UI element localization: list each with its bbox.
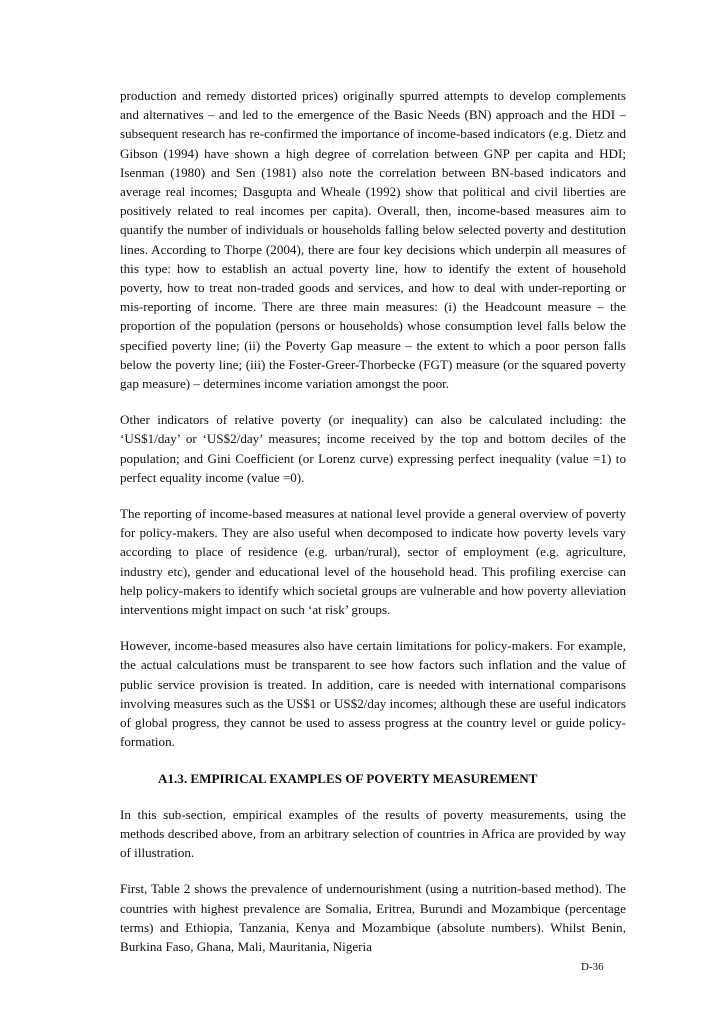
paragraph-reporting: The reporting of income-based measures at national level provide a general overview of poverty for policy-makers. They are also useful when decomposed to indicate how poverty levels vary according to place of residence (e.g. urban/rural), sector of employment (e.g. agriculture, industry etc), gender and educational level of the household head. This profiling exercise can help policy-makers to identify which societal groups are vulnerable and how poverty alleviation interventions might impact on such ‘at risk’ groups.	[120, 506, 626, 618]
paragraph-limitations: However, income-based measures also have certain limitations for policy-makers. For example, the actual calculations must be transparent to see how factors such inflation and the value of public service provision is treated. In addition, care is needed with international comparisons involving measures such as the US$1 or US$2/day incomes; although these are useful indicators of global progress, they cannot be used to assess progress at the country level or guide policy-formation.	[120, 638, 626, 750]
page-body	[120, 86, 626, 956]
paragraph-subsection-intro: In this sub-section, empirical examples of the results of poverty measurements, using the methods described above, from an arbitrary selection of countries in Africa are provided by way of illustration.	[120, 806, 626, 861]
paragraph-relative-poverty: Other indicators of relative poverty (or inequality) can also be calculated including: the ‘US$1/day’ or ‘US$2/day’ measures; income received by the top and bottom deciles of the population; and Gini Coefficient (or Lorenz curve) expressing perfect inequality (value =1) to perfect equality income (value =0).	[120, 412, 626, 485]
page-number: D-36	[581, 961, 604, 973]
paragraph-table-2: First, Table 2 shows the prevalence of undernourishment (using a nutrition-based method). The countries with highest prevalence are Somalia, Eritrea, Burundi and Mozambique (percentage terms) and Ethiopia, Tanzania, Kenya and Mozambique (absolute numbers). Whilst Benin, Burkina Faso, Ghana, Mali, Mauritania, Nigeria	[120, 881, 626, 954]
paragraph-income-measures: production and remedy distorted prices) originally spurred attempts to develop complements and alternatives – and led to the emergence of the Basic Needs (BN) approach and the HDI – subsequent research has re-confirmed the importance of income-based indicators (e.g. Dietz and Gibson (1994) have shown a high degree of correlation between GNP per capita and HDI; Isenman (1980) and Sen (1981) also note the correlation between BN-based indicators and average real incomes; Dasgupta and Wheale (1992) show that political and civil liberties are positively related to real incomes per capita). Overall, then, income-based measures aim to quantify the number of individuals or households falling below selected poverty and destitution lines. According to Thorpe (2004), there are four key decisions which underpin all measures of this type: how to establish an actual poverty line, how to identify the extent of household poverty, how to treat non-traded goods and services, and how to deal with under-reporting or mis-reporting of income. There are three main measures: (i) the Headcount measure – the proportion of the population (persons or households) whose consumption level falls below the specified poverty line; (ii) the Poverty Gap measure – the extent to which a poor person falls below the poverty line; (iii) the Foster-Greer-Thorbecke (FGT) measure (or the squared poverty gap measure) – determines income variation amongst the poor.	[120, 88, 626, 392]
section-heading: A1.3. EMPIRICAL EXAMPLES OF POVERTY MEASUREMENT	[158, 770, 538, 786]
